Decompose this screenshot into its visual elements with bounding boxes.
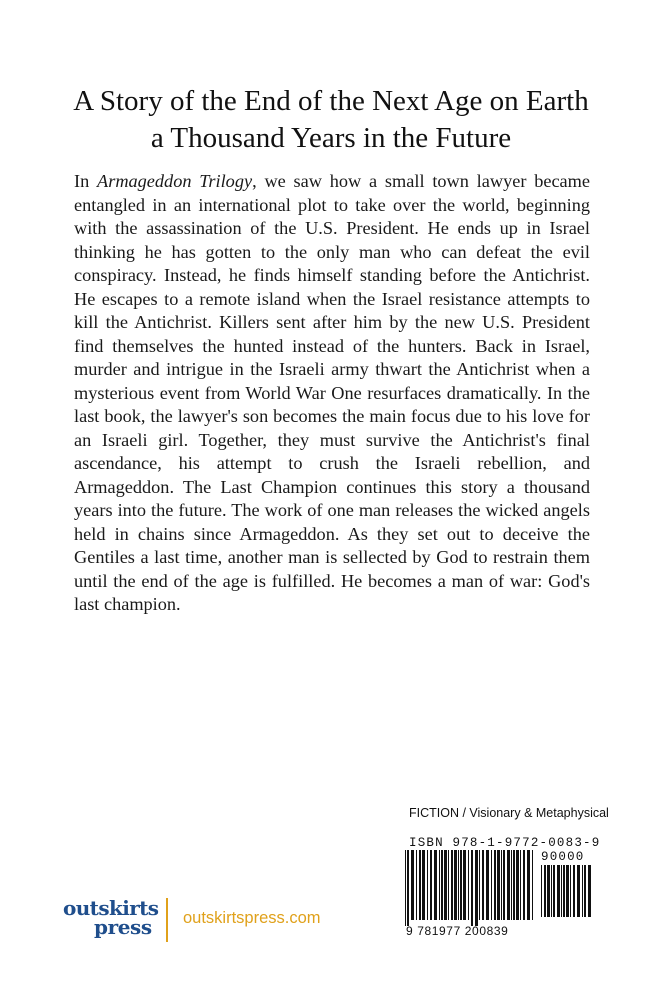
logo-divider xyxy=(166,898,168,942)
headline-line-1: A Story of the End of the Next Age on Earth xyxy=(73,85,589,117)
series-title: Armageddon Trilogy xyxy=(97,171,253,191)
isbn-label: ISBN 978-1-9772-0083-9 xyxy=(409,836,601,850)
headline-line-2: a Thousand Years in the Future xyxy=(150,122,512,154)
ean-digits: 9 781977 200839 xyxy=(406,924,509,938)
description-lead: In xyxy=(74,171,90,191)
ean-barcode-bars xyxy=(404,850,536,926)
book-description xyxy=(74,170,590,617)
price-code: 90000 xyxy=(541,850,585,864)
logo-wordmark-top: outskirts xyxy=(63,896,159,920)
cover-headline xyxy=(0,83,662,157)
addon-barcode-bars xyxy=(540,865,592,923)
logo-wordmark-bottom: press xyxy=(94,915,152,939)
genre-category: FICTION / Visionary & Metaphysical xyxy=(409,806,609,820)
description-paragraph xyxy=(74,170,590,617)
isbn-barcode xyxy=(404,828,601,946)
publisher-url: outskirtspress.com xyxy=(183,909,321,927)
description-body: , we saw how a small town lawyer became entangled in an international plot to take over the world, beginning with the assassination of the U.S. President. He ends up in Israel thinking he has gotten to the only man who can defeat the evil conspiracy. Instead, he finds himself standing before the Antichrist. He escapes to a remote island when the Israel resistance attempts to kill the Antichrist. Killers sent after him by the new U.S. President find themselves the hunted instead of the hunters. Back in Israel, murder and intrigue in the Israeli army thwart the Antichrist when a mysterious event from World War One resurfaces dramatically. In the last book, the lawyer's son becomes the main focus due to his love for an Israeli girl. Together, they must survive the Antichrist's final ascendance, his attempt to crush the Israeli rebellion, and Armageddon. The Last Champion continues this story a thousand years into the future. The work of one man releases the wicked angels held in chains since Armageddon. As they set out to deceive the Gentiles a last time, another man is sellected by God to restrain them until the end of the age is fulfilled. He becomes a man of war: God's last champion. xyxy=(74,171,591,614)
publisher-logo xyxy=(63,896,163,944)
